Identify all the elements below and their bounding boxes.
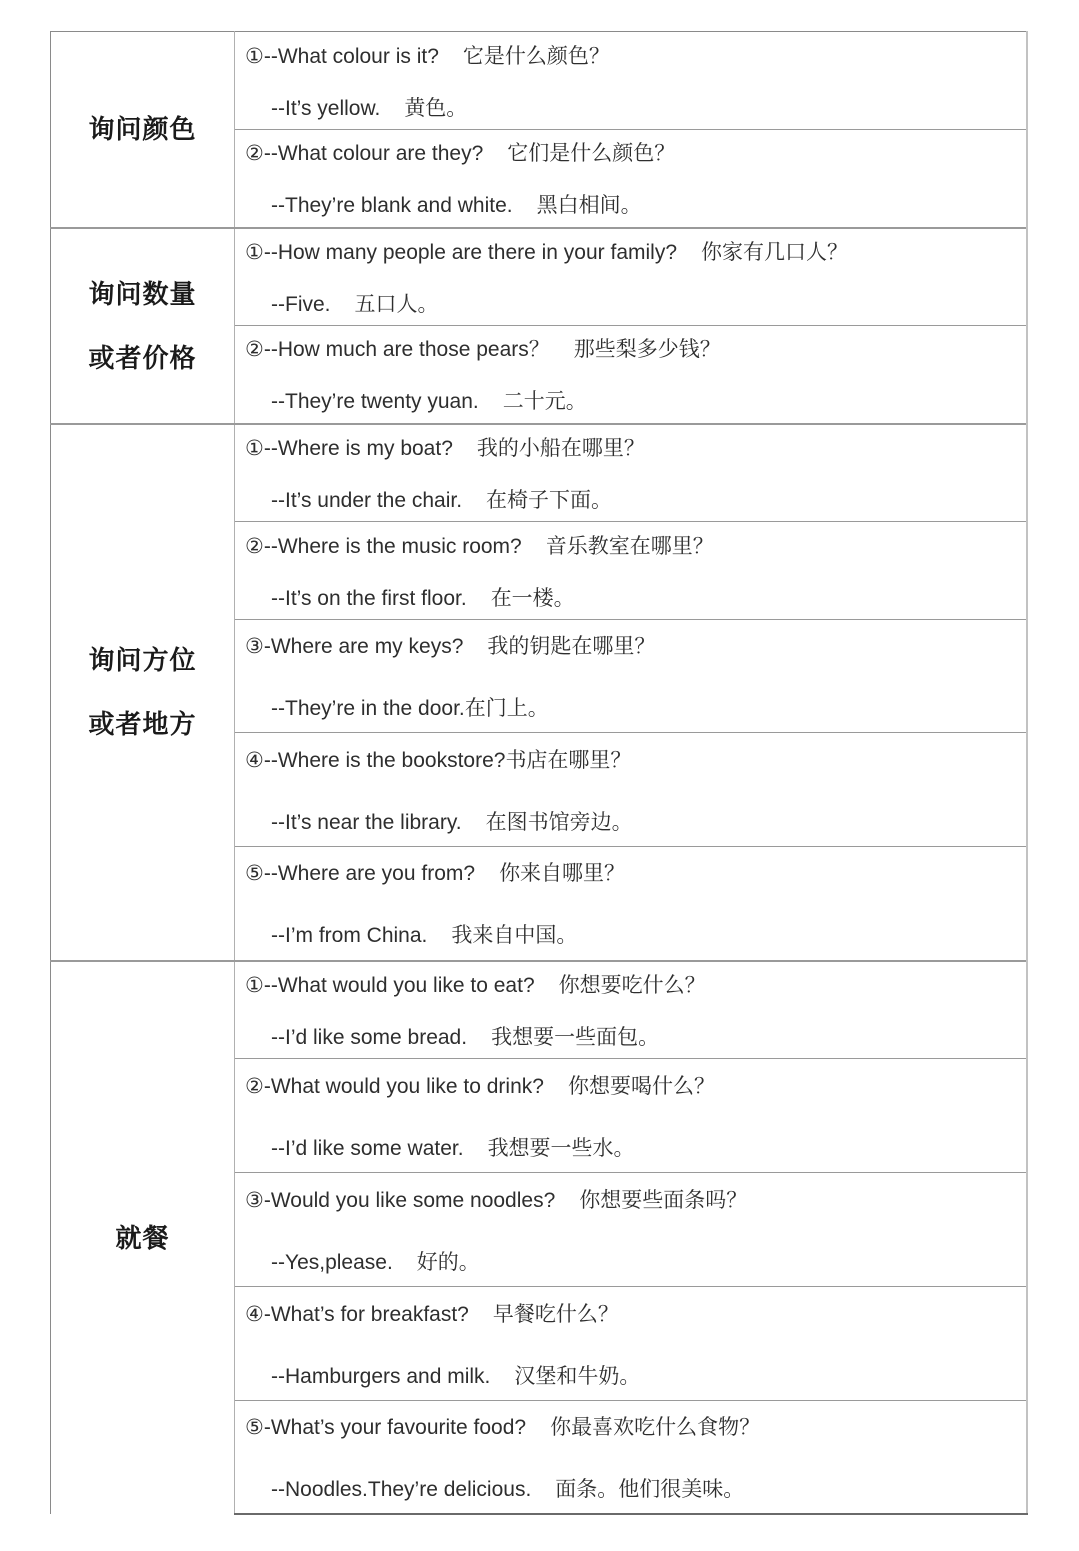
answer-line — [245, 806, 1026, 836]
question-en: ②--How much are those pears？ — [245, 338, 550, 362]
question-en: ⑤-What’s your favourite food? — [245, 1415, 527, 1439]
answer-line — [245, 92, 1026, 122]
question-en: ②--Where is the music room? — [245, 534, 522, 558]
category-label: 或者价格 — [88, 342, 197, 373]
answer-cn: 我来自中国。 — [451, 924, 578, 948]
answer-cn: 在一楼。 — [490, 586, 575, 610]
question-line — [245, 137, 1026, 167]
answer-en: --Noodles.They’re delicious. — [271, 1477, 532, 1501]
question-en: ④--Where is the bookstore? — [245, 748, 506, 772]
category-cell-location — [51, 424, 235, 961]
question-cn: 那些梨多少钱？ — [573, 338, 721, 362]
question-cn: 你想要吃什么？ — [558, 973, 706, 997]
answer-en: --They’re blank and white. — [271, 194, 513, 218]
question-en: ①--What would you like to eat? — [245, 973, 535, 997]
qa-cell — [235, 1059, 1028, 1173]
question-line — [245, 969, 1026, 999]
question-en: ①--How many people are there in your family? — [245, 240, 678, 264]
qa-cell — [235, 1287, 1028, 1401]
answer-en: --I’m from China. — [271, 924, 428, 948]
question-line — [245, 630, 1026, 660]
answer-cn: 黑白相间。 — [536, 194, 642, 218]
answer-en: --It’s yellow. — [271, 96, 381, 120]
answer-en: --Yes,please. — [271, 1250, 393, 1274]
answer-cn: 我想要一些水。 — [487, 1136, 635, 1160]
question-cn: 我的钥匙在哪里？ — [487, 635, 656, 658]
question-en: ①--What colour is it? — [245, 44, 439, 68]
qa-cell — [235, 733, 1028, 847]
question-cn: 你想要喝什么？ — [567, 1074, 715, 1098]
question-en: ③-Would you like some noodles? — [245, 1188, 556, 1212]
answer-cn: 在门上。 — [464, 697, 549, 720]
question-line — [245, 333, 1026, 363]
answer-cn: 在椅子下面。 — [486, 488, 613, 512]
qa-cell — [235, 1173, 1028, 1287]
qa-cell — [235, 424, 1028, 522]
answer-cn: 汉堡和牛奶。 — [514, 1364, 641, 1388]
question-en: ①--Where is my boat? — [245, 436, 453, 460]
category-cell-colour — [51, 32, 235, 228]
question-line — [245, 744, 1026, 774]
question-line — [245, 236, 1026, 266]
qa-cell — [235, 32, 1028, 130]
answer-cn: 好的。 — [416, 1250, 480, 1274]
table-row — [51, 228, 1028, 326]
answer-line — [245, 1473, 1026, 1503]
qa-cell — [235, 522, 1028, 620]
answer-line — [245, 1021, 1026, 1051]
category-label: 询问数量 — [88, 278, 197, 309]
category-cell-dining — [51, 961, 235, 1514]
question-cn: 你想要些面条吗？ — [579, 1188, 748, 1212]
category-label: 或者地方 — [88, 709, 197, 739]
answer-cn: 二十元。 — [502, 390, 587, 414]
question-line — [245, 1184, 1026, 1214]
question-line — [245, 1070, 1026, 1100]
answer-line — [245, 582, 1026, 612]
question-cn: 书店在哪里？ — [505, 748, 632, 772]
question-cn: 早餐吃什么？ — [492, 1302, 619, 1326]
answer-en: --It’s on the first floor. — [271, 586, 467, 610]
category-label: 询问方位 — [88, 645, 197, 675]
qa-cell — [235, 326, 1028, 424]
table-row — [51, 32, 1028, 130]
answer-cn: 在图书馆旁边。 — [485, 810, 633, 834]
answer-line — [245, 692, 1026, 722]
category-label: 询问颜色 — [88, 114, 197, 145]
answer-line — [245, 385, 1026, 415]
answer-en: --They’re in the door. — [271, 697, 465, 720]
question-cn: 它们是什么颜色？ — [507, 142, 676, 166]
question-en: ②-What would you like to drink? — [245, 1074, 544, 1098]
phrase-table — [50, 31, 1028, 1515]
qa-cell — [235, 130, 1028, 228]
category-cell-quantity-price — [51, 228, 235, 424]
answer-line — [245, 1132, 1026, 1162]
category-label: 就餐 — [115, 1222, 170, 1253]
answer-en: --Five. — [271, 292, 331, 316]
question-en: ④-What’s for breakfast? — [245, 1302, 469, 1326]
answer-cn: 五口人。 — [354, 292, 439, 316]
question-cn: 音乐教室在哪里？ — [545, 534, 714, 558]
table-row — [51, 424, 1028, 522]
question-en: ⑤--Where are you from? — [245, 862, 476, 886]
answer-en: --It’s under the chair. — [271, 488, 463, 512]
answer-line — [245, 288, 1026, 318]
answer-line — [245, 189, 1026, 219]
question-line — [245, 40, 1026, 70]
question-en: ②--What colour are they? — [245, 142, 484, 166]
table-row — [51, 961, 1028, 1059]
qa-cell — [235, 961, 1028, 1059]
question-line — [245, 530, 1026, 560]
question-cn: 你最喜欢吃什么食物？ — [550, 1415, 761, 1439]
question-en: ③-Where are my keys? — [245, 635, 464, 658]
qa-cell — [235, 1401, 1028, 1514]
question-line — [245, 857, 1026, 887]
answer-cn: 我想要一些面包。 — [491, 1025, 660, 1049]
question-cn: 你家有几口人？ — [701, 240, 849, 264]
question-line — [245, 1298, 1026, 1328]
question-line — [245, 432, 1026, 462]
answer-line — [245, 919, 1026, 949]
question-cn: 你来自哪里？ — [499, 862, 626, 886]
qa-cell — [235, 228, 1028, 326]
answer-line — [245, 1360, 1026, 1390]
answer-en: --They’re twenty yuan. — [271, 390, 479, 414]
question-cn: 它是什么颜色？ — [462, 44, 610, 68]
answer-en: --I’d like some water. — [271, 1136, 464, 1160]
question-cn: 我的小船在哪里？ — [476, 436, 645, 460]
qa-cell — [235, 620, 1028, 733]
answer-line — [245, 1246, 1026, 1276]
qa-cell — [235, 847, 1028, 961]
question-line — [245, 1411, 1026, 1441]
answer-en: --It’s near the library. — [271, 810, 462, 834]
answer-en: --I’d like some bread. — [271, 1025, 468, 1049]
answer-line — [245, 484, 1026, 514]
answer-en: --Hamburgers and milk. — [271, 1364, 491, 1388]
answer-cn: 黄色。 — [404, 96, 468, 120]
answer-cn: 面条。他们很美味。 — [555, 1477, 745, 1501]
